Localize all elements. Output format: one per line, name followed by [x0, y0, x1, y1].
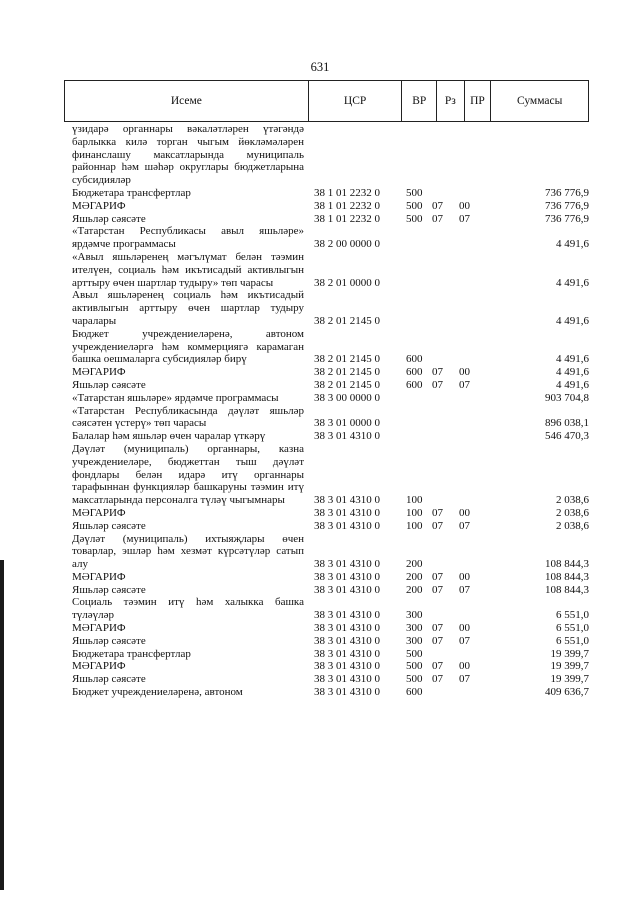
table-row	[64, 225, 589, 251]
row-vr: 300	[406, 622, 423, 635]
row-name: Дәүләт (муниципаль) ихтыяҗлары өчен товарлар, эшләр һәм хезмәт күрсәтүләр сатып алу	[72, 532, 304, 571]
table-row	[64, 392, 589, 405]
row-vr: 500	[406, 212, 423, 225]
row-name: Дәүләт (муниципаль) органнары, казна учреждениеләре, бюджеттан тыш дәүләт фондлары белән идарә итү органнары тарафыннан функцияләр башкаруны тәэмин итү максатларында персоналга түләү чыгымнары	[72, 442, 304, 507]
row-vr: 500	[406, 673, 423, 686]
scan-edge-mark	[0, 560, 4, 890]
row-sum: 4 491,6	[556, 378, 589, 391]
table-row	[64, 289, 589, 327]
row-vr: 100	[406, 519, 423, 532]
row-csr: 38 3 01 4310 0	[314, 430, 380, 443]
table-row	[64, 213, 589, 226]
row-name: Авыл яшьләренең социаль һәм икътисадый активлыгын арттыру өчен шартлар тудыру чаралары	[72, 289, 304, 327]
row-csr: 38 3 01 4310 0	[314, 519, 380, 532]
row-csr: 38 2 01 2145 0	[314, 366, 380, 379]
row-sum: 736 776,9	[545, 199, 589, 212]
row-name: «Татарстан Республикасы авыл яшьләре» ярдәмче программасы	[72, 225, 304, 251]
table-row	[64, 366, 589, 379]
row-csr: 38 3 01 4310 0	[314, 686, 380, 699]
table-row	[64, 584, 589, 597]
row-sum: 903 704,8	[545, 391, 589, 404]
page-number: 631	[310, 60, 330, 74]
row-csr: 38 1 01 2232 0	[314, 186, 380, 199]
row-name: МӘГАРИФ	[72, 366, 126, 379]
row-vr: 600	[406, 378, 423, 391]
table-row	[64, 405, 589, 431]
row-rz: 07	[432, 570, 443, 583]
row-sum: 2 038,6	[556, 494, 589, 507]
row-sum: 6 551,0	[556, 622, 589, 635]
row-csr: 38 3 01 4310 0	[314, 634, 380, 647]
row-pr: 07	[459, 583, 470, 596]
row-pr: 07	[459, 212, 470, 225]
header-vr: ВР	[401, 81, 436, 121]
table-header	[64, 80, 589, 122]
header-rz: Рз	[436, 81, 464, 121]
row-pr: 00	[459, 660, 470, 673]
row-rz: 07	[432, 673, 443, 686]
row-sum: 4 491,6	[556, 366, 589, 379]
budget-table	[64, 80, 589, 699]
row-name: Бюджетара трансфертлар	[72, 647, 191, 660]
row-vr: 200	[406, 583, 423, 596]
table-row	[64, 251, 589, 289]
row-csr: 38 2 01 2145 0	[314, 353, 380, 366]
row-name: Бюджет учреждениеләренә, автоном	[72, 686, 243, 699]
table-row	[64, 379, 589, 392]
row-rz: 07	[432, 622, 443, 635]
row-pr: 07	[459, 673, 470, 686]
row-csr: 38 1 01 2232 0	[314, 212, 380, 225]
row-pr: 00	[459, 570, 470, 583]
row-name: МӘГАРИФ	[72, 506, 126, 519]
table-row	[64, 635, 589, 648]
row-csr: 38 2 01 2145 0	[314, 378, 380, 391]
row-csr: 38 1 01 2232 0	[314, 199, 380, 212]
table-row	[64, 520, 589, 533]
row-sum: 108 844,3	[545, 558, 589, 571]
row-csr: 38 3 01 4310 0	[314, 609, 380, 622]
row-vr: 600	[406, 366, 423, 379]
row-sum: 896 038,1	[545, 417, 589, 430]
row-vr: 500	[406, 186, 423, 199]
row-vr: 100	[406, 506, 423, 519]
row-name: МӘГАРИФ	[72, 660, 126, 673]
table-row	[64, 673, 589, 686]
row-name: Бюджетара трансфертлар	[72, 186, 191, 199]
row-name: Балалар һәм яшьләр өчен чаралар үткәрү	[72, 430, 266, 443]
row-csr: 38 2 00 0000 0	[314, 238, 380, 251]
row-vr: 600	[406, 353, 423, 366]
row-vr: 500	[406, 199, 423, 212]
row-sum: 6 551,0	[556, 609, 589, 622]
row-vr: 200	[406, 558, 423, 571]
row-name: Яшьләр сәясәте	[72, 378, 146, 391]
table-row	[64, 571, 589, 584]
row-name: «Татарстан яшьләре» ярдәмче программасы	[72, 391, 279, 404]
row-sum: 546 470,3	[545, 430, 589, 443]
header-csr: ЦСР	[308, 81, 402, 121]
table-row	[64, 686, 589, 699]
table-row	[64, 622, 589, 635]
row-sum: 736 776,9	[545, 212, 589, 225]
row-sum: 108 844,3	[545, 583, 589, 596]
row-sum: 108 844,3	[545, 570, 589, 583]
row-csr: 38 3 01 4310 0	[314, 494, 380, 507]
table-body	[64, 123, 589, 699]
row-csr: 38 3 01 4310 0	[314, 673, 380, 686]
row-sum: 19 399,7	[550, 647, 589, 660]
row-pr: 07	[459, 634, 470, 647]
table-row	[64, 443, 589, 507]
row-pr: 00	[459, 506, 470, 519]
row-sum: 4 491,6	[556, 238, 589, 251]
row-name: Яшьләр сәясәте	[72, 634, 146, 647]
row-name: Социаль тәэмин итү һәм халыкка башка түләүләр	[72, 596, 304, 622]
row-name: МӘГАРИФ	[72, 199, 126, 212]
row-vr: 600	[406, 686, 423, 699]
row-sum: 2 038,6	[556, 506, 589, 519]
header-sum: Суммасы	[490, 81, 588, 121]
row-csr: 38 2 01 0000 0	[314, 276, 380, 289]
row-csr: 38 3 01 4310 0	[314, 622, 380, 635]
row-name: МӘГАРИФ	[72, 622, 126, 635]
row-rz: 07	[432, 506, 443, 519]
row-pr: 00	[459, 366, 470, 379]
row-vr: 100	[406, 494, 423, 507]
row-name: Яшьләр сәясәте	[72, 583, 146, 596]
table-row	[64, 596, 589, 622]
table-row	[64, 200, 589, 213]
header-pr: ПР	[464, 81, 491, 121]
row-rz: 07	[432, 199, 443, 212]
row-sum: 409 636,7	[545, 686, 589, 699]
row-csr: 38 3 01 4310 0	[314, 660, 380, 673]
row-sum: 736 776,9	[545, 186, 589, 199]
row-sum: 4 491,6	[556, 314, 589, 327]
row-csr: 38 3 01 4310 0	[314, 570, 380, 583]
row-csr: 38 3 00 0000 0	[314, 391, 380, 404]
row-rz: 07	[432, 366, 443, 379]
row-sum: 19 399,7	[550, 660, 589, 673]
row-csr: 38 3 01 4310 0	[314, 506, 380, 519]
row-name: «Татарстан Республикасында дәүләт яшьләр сәясәтен үстерү» төп чарасы	[72, 404, 304, 430]
row-rz: 07	[432, 519, 443, 532]
header-name: Исеме	[170, 95, 202, 107]
row-rz: 07	[432, 634, 443, 647]
row-name: МӘГАРИФ	[72, 570, 126, 583]
row-csr: 38 2 01 2145 0	[314, 314, 380, 327]
row-sum: 2 038,6	[556, 519, 589, 532]
row-pr: 07	[459, 378, 470, 391]
table-row	[64, 187, 589, 200]
row-csr: 38 3 01 4310 0	[314, 647, 380, 660]
row-vr: 300	[406, 634, 423, 647]
row-sum: 19 399,7	[550, 673, 589, 686]
row-vr: 300	[406, 609, 423, 622]
row-name: Яшьләр сәясәте	[72, 673, 146, 686]
row-sum: 4 491,6	[556, 353, 589, 366]
row-rz: 07	[432, 583, 443, 596]
row-pr: 00	[459, 622, 470, 635]
table-row	[64, 660, 589, 673]
table-row	[64, 328, 589, 366]
row-rz: 07	[432, 378, 443, 391]
row-vr: 500	[406, 660, 423, 673]
row-pr: 00	[459, 199, 470, 212]
row-sum: 6 551,0	[556, 634, 589, 647]
row-vr: 500	[406, 647, 423, 660]
row-sum: 4 491,6	[556, 276, 589, 289]
table-row	[64, 430, 589, 443]
table-row	[64, 123, 589, 187]
row-name: Бюджет учреждениеләренә, автоном учреждениеләргә һәм коммерциягә карамаган башка оешмаларга субсидияләр бирү	[72, 327, 304, 366]
row-vr: 200	[406, 570, 423, 583]
table-row	[64, 533, 589, 571]
row-csr: 38 3 01 4310 0	[314, 583, 380, 596]
row-name: Яшьләр сәясәте	[72, 519, 146, 532]
row-csr: 38 3 01 0000 0	[314, 417, 380, 430]
row-rz: 07	[432, 660, 443, 673]
row-name: Яшьләр сәясәте	[72, 212, 146, 225]
row-pr: 07	[459, 519, 470, 532]
row-name: «Авыл яшьләренең мәгълүмат белән тәэмин ителүен, социаль һәм икътисадый активлыгын арттыру өчен шартлар тудыру» төп чарасы	[72, 250, 304, 289]
table-row	[64, 507, 589, 520]
table-row	[64, 648, 589, 661]
row-csr: 38 3 01 4310 0	[314, 558, 380, 571]
row-rz: 07	[432, 212, 443, 225]
row-name: үзидарә органнары вәкаләтләрен үтәгәндә барлыкка килә торган чыгым йөкләмәләрен финанслашу максатларында муниципаль районнар һәм шәһәр округлары бюджетларына субсидияләр	[72, 123, 304, 187]
